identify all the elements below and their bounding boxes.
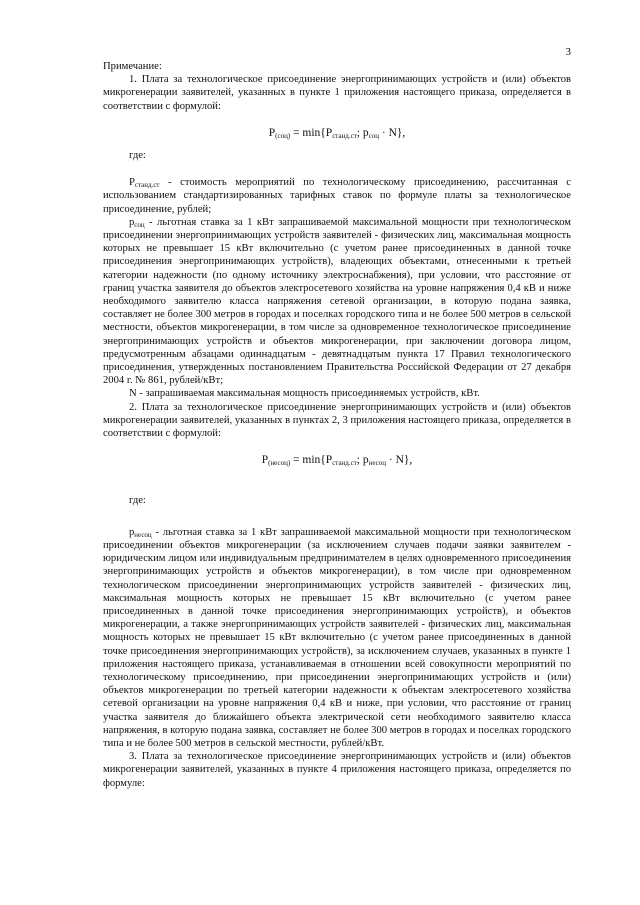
definition-p-stand: $P_{станд.ст}$ - стоимость мероприятий по технологическому присоединению, рассчитанная с использованием стандартизированных тарифных ставок по формуле платы за технологическое присоединение, рублей; bbox=[103, 177, 571, 215]
formula-2: $P_{(несоц)} = \min\{P_{станд.ст}$; $p_{несоц} \cdot N$}, bbox=[261, 454, 413, 468]
document-body bbox=[103, 60, 571, 790]
note-heading: Примечание: bbox=[103, 61, 162, 72]
page-number: 3 bbox=[565, 46, 571, 58]
formula-1: $P_{(соц)} = \min\{P_{станд.ст}$; $p_{соц} \cdot N$}, bbox=[268, 126, 406, 140]
definition-p-nesoc: $p_{несоц}$ - льготная ставка за 1 кВт запрашиваемой максимальной мощности при технологическом присоединении объектов микрогенерации (за исключением случаев подачи заявки заявителем - юридическим лицом или индивидуальным предпринимателем в целях одновременного присоединения энергопринимающих устройств и объектов микрогенерации), в том числе при одновременном технологическом присоединении энергопринимающих устройств заявителей - физических лиц, максимальная мощность которых не превышает 15 кВт включительно (с учетом ранее присоединенных в данной точке присоединения энергопринимающих устройств), и объектов микрогенерации, а также энергопринимающих устройств заявителей - физических лиц, максимальная мощность которых не превышает 15 кВт включительно (с учетом ранее присоединенных в данной точке присоединения энергопринимающих устройств), за исключением случаев, указанных в пункте 1 приложения настоящего приказа, устанавливаемая в отношении всей совокупности мероприятий по технологическому присоединению, при присоединении энергопринимающих устройств и (или) объектов микрогенерации по третьей категории надежности к объектам электросетевого хозяйства сетевой организации на уровне напряжения 0,4 кВ и ниже, при условии, что расстояние от границ участка заявителя до ближайшего объекта электрической сети необходимого заявителю класса напряжения, в которую подана заявка, составляет не более 300 метров в городах и поселках городского типа и не более 500 метров в сельской местности, рублей/кВт. bbox=[103, 526, 571, 749]
paragraph-item-3: 3. Плата за технологическое присоединение энергопринимающих устройств и (или) объектов микрогенерации заявителей, указанных в пункте 4 приложения настоящего приказа, определяется по формуле: bbox=[103, 751, 571, 789]
where-label-1: где: bbox=[129, 150, 146, 162]
definition-n: N - запрашиваемая максимальная мощность присоединяемых устройств, кВт. bbox=[129, 388, 480, 400]
definition-p-soc: $p_{соц}$ - льготная ставка за 1 кВт запрашиваемой максимальной мощности при технологическом присоединении энергопринимающих устройств заявителей - физических лиц, максимальная мощность которых не превышает 15 кВт включительно (с учетом ранее присоединенных в данной точке присоединения энергопринимающих устройств), владеющих объектами, отнесенными к третьей категории надежности (по одному источнику электроснабжения), при условии, что расстояние от границ участка заявителя до объектов электросетевого хозяйства на уровне напряжения 0,4 кВ и ниже необходимого заявителю класса напряжения сетевой организации, в которую подана заявка, составляет не более 300 метров в городах и поселках городского типа и не более 500 метров в сельской местности, объектов микрогенерации, в том числе за одновременное технологическое присоединение энергопринимающих устройств и объектов микрогенерации, при заключении договора лицом, предусмотренным абзацами одиннадцатым - девятнадцатым пункта 17 Правил технологического присоединения, утвержденных постановлением Правительства Российской Федерации от 27 декабря 2004 г. № 861, рублей/кВт; bbox=[103, 216, 571, 387]
where-label-2: где: bbox=[129, 495, 146, 507]
paragraph-item-2: 2. Плата за технологическое присоединение энергопринимающих устройств и (или) объектов микрогенерации заявителей, указанных в пунктах 2, 3 приложения настоящего приказа, определяется в соответствии с формулой: bbox=[103, 401, 571, 440]
paragraph-item-1: 1. Плата за технологическое присоединение энергопринимающих устройств и (или) объектов микрогенерации заявителей, указанных в пункте 1 приложения настоящего приказа, определяется в соответствии с формулой: bbox=[103, 74, 571, 112]
